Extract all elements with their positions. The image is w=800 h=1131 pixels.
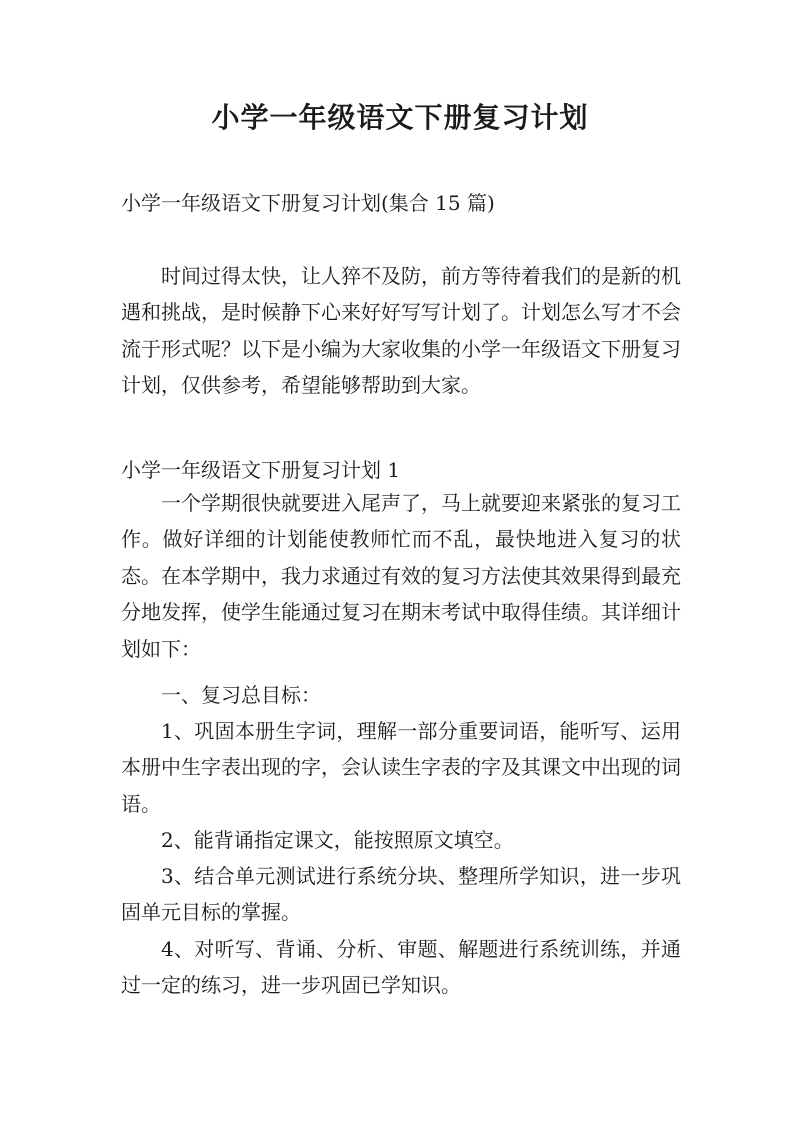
goal-item-3: 3、结合单元测试进行系统分块、整理所学知识，进一步巩固单元目标的掌握。 [121,864,681,925]
goal-item-1: 1、巩固本册生字词，理解一部分重要词语，能听写、运用本册中生字表出现的字，会认读生字表的字及其课文中出现的词语。 [121,719,681,816]
section-title: 小学一年级语文下册复习计划 1 [121,458,401,482]
intro-paragraph: 时间过得太快，让人猝不及防，前方等待着我们的是新的机遇和挑战，是时候静下心来好好写写计划了。计划怎么写才不会流于形式呢？以下是小编为大家收集的小学一年级语文下册复习计划，仅供参考，希望能够帮助到大家。 [121,264,681,398]
document-subtitle: 小学一年级语文下册复习计划(集合 15 篇) [121,191,495,215]
document-title: 小学一年级语文下册复习计划 [211,101,589,134]
goal-item-4: 4、对听写、背诵、分析、审题、解题进行系统训练，并通过一定的练习，进一步巩固已学知识。 [121,937,681,998]
goals-heading: 一、复习总目标： [161,683,321,707]
goal-item-2: 2、能背诵指定课文，能按照原文填空。 [161,828,514,852]
section-paragraph: 一个学期很快就要进入尾声了，马上就要迎来紧张的复习工作。做好详细的计划能使教师忙而不乱，最快地进入复习的状态。在本学期中，我力求通过有效的复习方法使其效果得到最充分地发挥，使学生能通过复习在期末考试中取得佳绩。其详细计划如下： [121,491,681,661]
